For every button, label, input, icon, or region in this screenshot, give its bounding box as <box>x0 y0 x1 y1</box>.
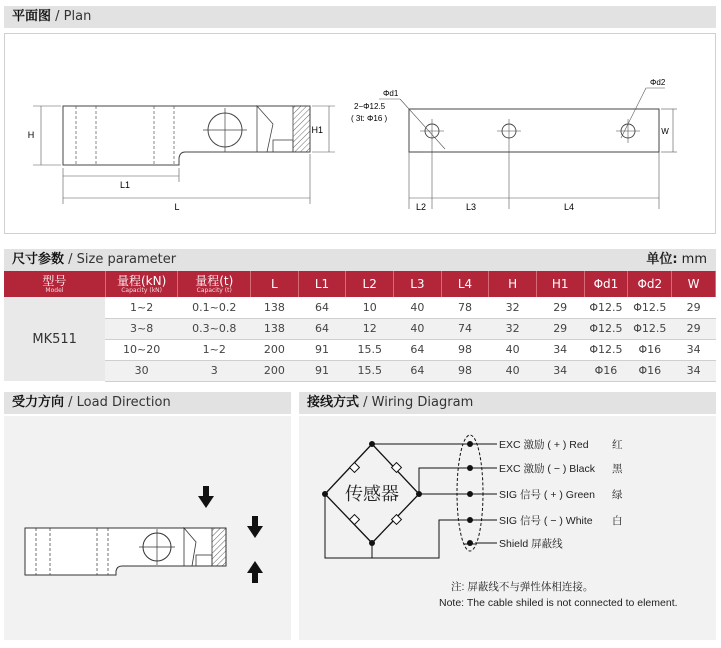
table-cell: Φ16 <box>584 360 628 381</box>
wiring-panel <box>299 416 716 640</box>
load-panel <box>4 416 291 640</box>
table-cell: 98 <box>441 339 489 360</box>
load-header <box>4 392 291 414</box>
dim-L1: L1 <box>119 180 131 190</box>
wire-sig-plus-cn: 绿 <box>612 489 623 501</box>
col-header: 型号 Model <box>4 271 105 297</box>
dim-L: L <box>174 202 180 212</box>
table-cell: Φ12.5 <box>584 297 628 318</box>
side-view-body <box>63 106 310 165</box>
size-title-en: / Size parameter <box>64 252 177 267</box>
plan-title-cn: 平面图 <box>12 9 52 24</box>
col-header: Φd2 <box>628 271 672 297</box>
label-phi-d2: Φd2 <box>650 78 666 87</box>
table-cell: 64 <box>298 318 346 339</box>
label-holes-alt: ( 3t: Φ16 ) <box>351 114 388 123</box>
table-cell: 138 <box>251 318 299 339</box>
col-header: 量程(kN) Capacity (kN) <box>105 271 178 297</box>
col-header: 量程(t) Capacity (t) <box>178 271 251 297</box>
load-arrow-down <box>247 516 263 538</box>
table-cell: 32 <box>489 297 537 318</box>
table-cell: 74 <box>441 318 489 339</box>
table-cell: 29 <box>536 318 584 339</box>
load-title-cn: 受力方向 <box>12 395 65 410</box>
table-cell: 40 <box>394 318 442 339</box>
table-cell: 3 <box>178 360 251 381</box>
note-en: Note: The cable shiled is not connected to element. <box>439 597 678 609</box>
table-cell: 40 <box>489 360 537 381</box>
load-diagram <box>4 416 291 640</box>
table-cell: 200 <box>251 360 299 381</box>
wire-shield: Shield 屏蔽线 <box>499 538 563 550</box>
table-cell: 12 <box>346 318 394 339</box>
size-header <box>4 249 716 271</box>
table-cell: 91 <box>298 360 346 381</box>
sensor-label: 传感器 <box>345 484 399 505</box>
dim-W: W <box>661 127 669 136</box>
table-cell: 32 <box>489 318 537 339</box>
col-header: L <box>251 271 299 297</box>
plan-drawing <box>5 34 715 233</box>
table-cell: 10~20 <box>105 339 178 360</box>
table-cell: 91 <box>298 339 346 360</box>
table-body <box>4 297 716 381</box>
table-cell: 34 <box>672 360 716 381</box>
table-cell: Φ12.5 <box>628 297 672 318</box>
label-holes: 2−Φ12.5 <box>354 102 386 111</box>
table-row <box>4 339 716 360</box>
col-header: H1 <box>536 271 584 297</box>
wire-sig-plus: SIG 信号 ( + ) Green <box>499 489 595 501</box>
table-cell: 30 <box>105 360 178 381</box>
table-cell: 40 <box>394 297 442 318</box>
table-cell: 29 <box>672 318 716 339</box>
col-header: H <box>489 271 537 297</box>
load-title-en: / Load Direction <box>64 395 171 410</box>
model-cell: MK511 <box>4 297 105 381</box>
size-title-cn: 尺寸参数 <box>12 252 65 267</box>
table-header-row <box>4 271 716 297</box>
table-cell: 3~8 <box>105 318 178 339</box>
table-cell: 34 <box>672 339 716 360</box>
table-cell: 64 <box>394 360 442 381</box>
unit-label: 单位: mm <box>646 252 707 267</box>
wire-sig-minus-cn: 白 <box>612 515 623 527</box>
col-header: L4 <box>441 271 489 297</box>
table-cell: 0.3~0.8 <box>178 318 251 339</box>
table-cell: 10 <box>346 297 394 318</box>
load-arrow-top <box>198 486 214 508</box>
table-cell: 78 <box>441 297 489 318</box>
table-cell: 138 <box>251 297 299 318</box>
table-row <box>4 360 716 381</box>
col-header: L1 <box>298 271 346 297</box>
table-cell: 29 <box>672 297 716 318</box>
dim-L4: L4 <box>563 202 575 212</box>
table-cell: Φ12.5 <box>628 318 672 339</box>
table-cell: Φ12.5 <box>584 339 628 360</box>
plan-title-en: / Plan <box>51 9 92 24</box>
note-cn: 注: 屏蔽线不与弹性体相连接。 <box>451 581 594 593</box>
col-header: L2 <box>346 271 394 297</box>
table-cell: 64 <box>298 297 346 318</box>
wire-sig-minus: SIG 信号 ( − ) White <box>499 515 593 527</box>
table-cell: 15.5 <box>346 339 394 360</box>
label-phi-d1: Φd1 <box>383 89 399 98</box>
size-table <box>4 271 716 382</box>
table-cell: 15.5 <box>346 360 394 381</box>
table-row <box>4 297 716 318</box>
table-cell: 34 <box>536 360 584 381</box>
wire-exc-minus-cn: 黑 <box>612 463 623 475</box>
wire-exc-plus-cn: 红 <box>612 439 623 451</box>
wiring-header <box>299 392 716 414</box>
plan-header <box>4 6 716 28</box>
table-cell: 40 <box>489 339 537 360</box>
table-cell: Φ12.5 <box>584 318 628 339</box>
table-row <box>4 318 716 339</box>
load-arrow-up <box>247 561 263 583</box>
col-header: Φd1 <box>584 271 628 297</box>
wire-exc-plus: EXC 激励 ( + ) Red <box>499 439 589 451</box>
table-cell: 29 <box>536 297 584 318</box>
table-cell: 64 <box>394 339 442 360</box>
table-cell: 0.1~0.2 <box>178 297 251 318</box>
wiring-diagram <box>299 416 716 640</box>
table-cell: Φ16 <box>628 360 672 381</box>
top-view-body <box>409 109 659 152</box>
table-cell: 34 <box>536 339 584 360</box>
table-cell: Φ16 <box>628 339 672 360</box>
plan-drawing-panel <box>4 33 716 234</box>
table-cell: 98 <box>441 360 489 381</box>
table-cell: 1~2 <box>105 297 178 318</box>
dim-L3: L3 <box>465 202 477 212</box>
wiring-title-en: / Wiring Diagram <box>359 395 474 410</box>
table-cell: 1~2 <box>178 339 251 360</box>
wire-exc-minus: EXC 激励 ( − ) Black <box>499 463 595 475</box>
table-cell: 200 <box>251 339 299 360</box>
dim-H1: H1 <box>311 125 323 135</box>
dim-H: H <box>27 130 35 140</box>
col-header: L3 <box>394 271 442 297</box>
dim-L2: L2 <box>415 202 427 212</box>
wiring-title-cn: 接线方式 <box>307 395 360 410</box>
hatched-section <box>293 106 310 152</box>
col-header: W <box>672 271 716 297</box>
